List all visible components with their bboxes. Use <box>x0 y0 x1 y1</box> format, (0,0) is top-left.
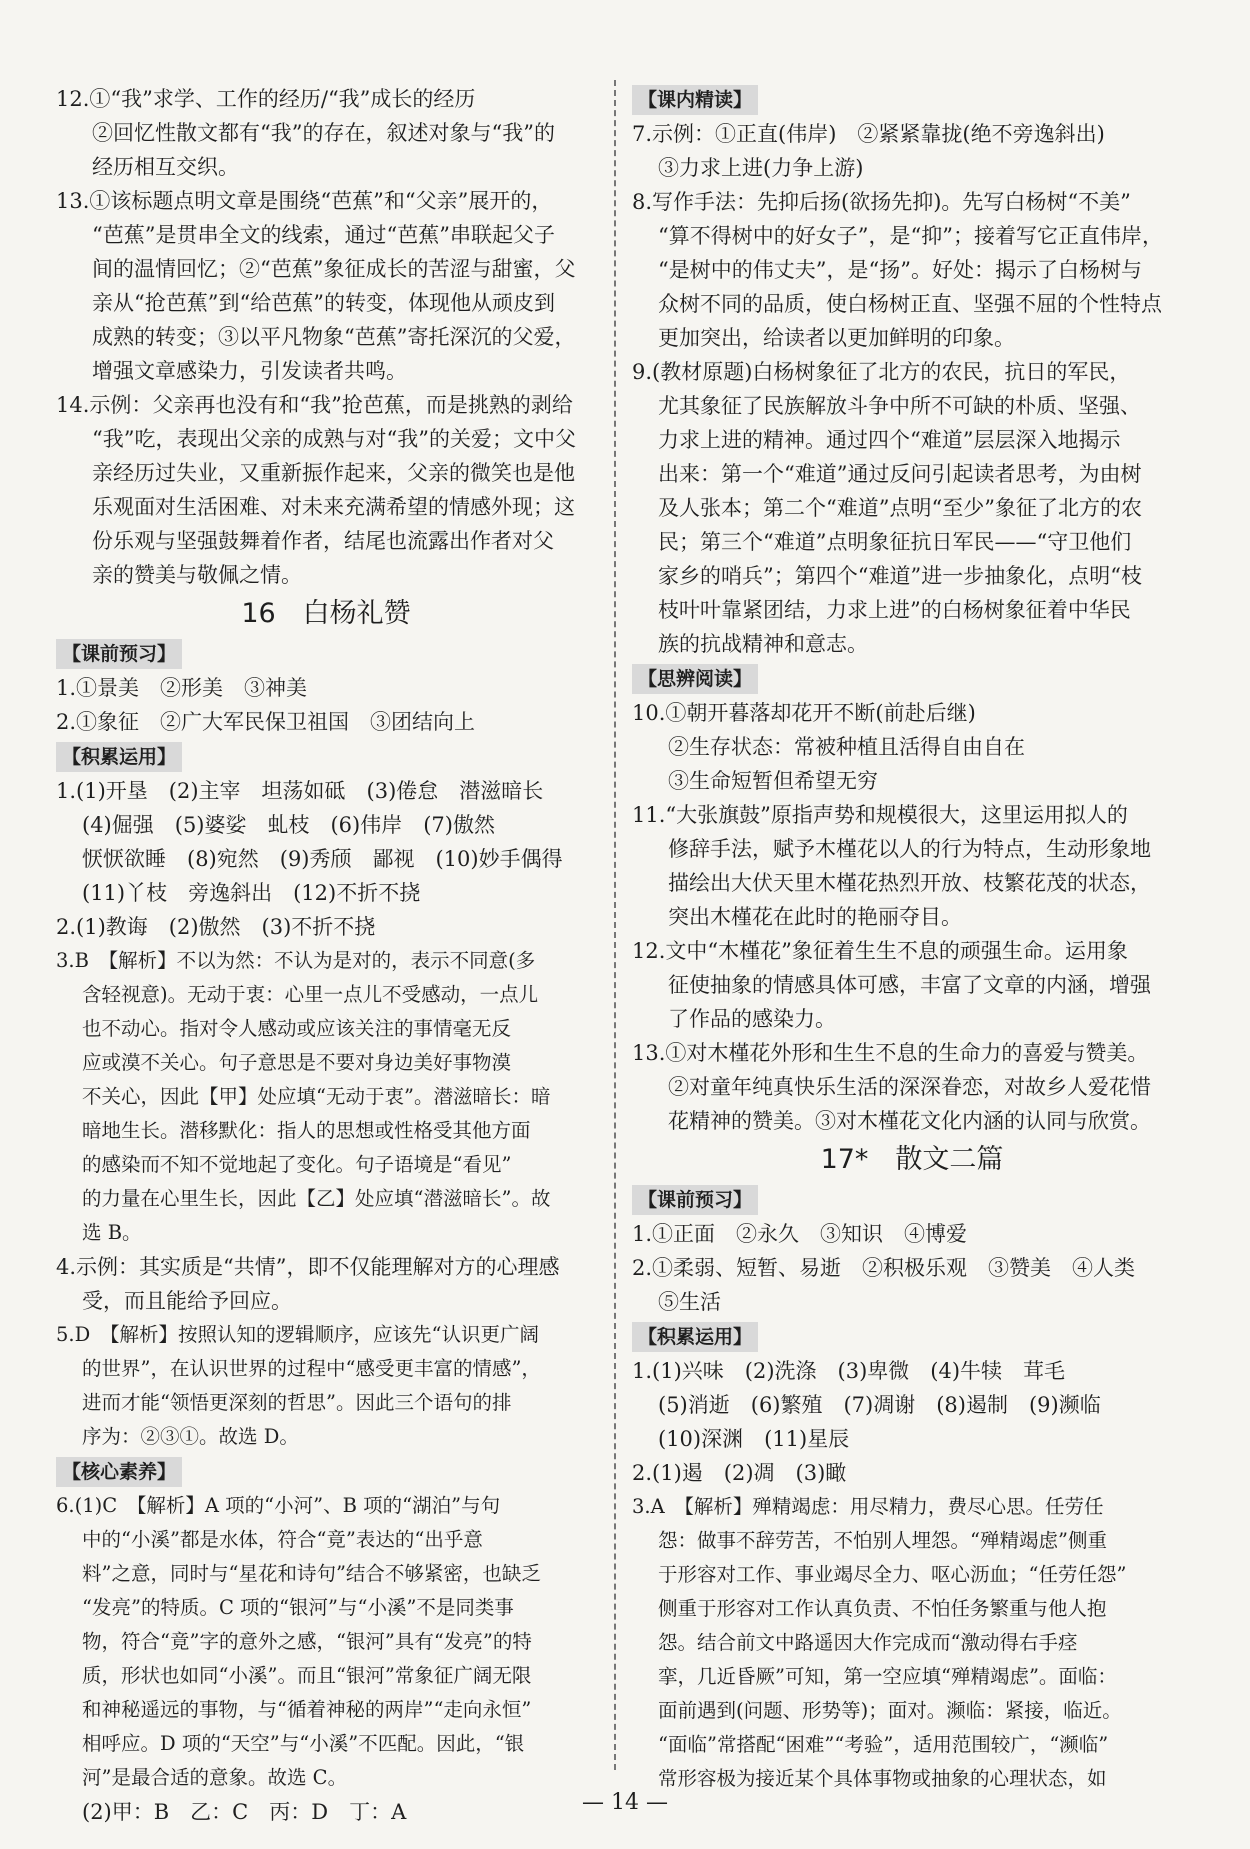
answer-4 <box>56 1250 596 1318</box>
text-line: (10)深渊 (11)星辰 <box>658 1427 850 1451</box>
answer-8 <box>632 185 1192 355</box>
answer-12-right <box>632 934 1192 1036</box>
text-line: 的感染而不知不觉地起了变化。句子语境是“看见” <box>82 1153 512 1176</box>
text-line: 9.(教材原题)白杨树象征了北方的农民，抗日的军民， <box>632 360 1131 384</box>
text-line: 侧重于形容对工作认真负责、不怕任务繁重与他人抱 <box>658 1597 1107 1620</box>
text-line: 2.(1)教诲 (2)傲然 (3)不折不挠 <box>56 915 376 939</box>
section-header-accumulate: 【积累运用】 <box>632 1322 758 1352</box>
text-line: “芭蕉”是贯串全文的线索，通过“芭蕉”串联起父子 <box>92 223 555 247</box>
text-line: 含轻视意)。无动于衷：心里一点儿不受感动，一点儿 <box>82 983 539 1006</box>
text-line: 7.示例：①正直(伟岸) ②紧紧靠拢(绝不旁逸斜出) <box>632 122 1105 146</box>
text-line: 的世界”，在认识世界的过程中“感受更丰富的情感”， <box>82 1357 541 1380</box>
text-line: 成熟的转变；③以平凡物象“芭蕉”寄托深沉的父爱， <box>92 325 576 349</box>
text-line: 2.(1)遏 (2)凋 (3)瞰 <box>632 1461 847 1485</box>
text-line: 4.示例：其实质是“共情”，即不仅能理解对方的心理感 <box>56 1255 560 1279</box>
text-line: 2.①柔弱、短暂、易逝 ②积极乐观 ③赞美 ④人类 <box>632 1256 1136 1280</box>
answer-11 <box>632 798 1192 934</box>
column-divider <box>614 80 616 1770</box>
text-line: 力求上进的精神。通过四个“难道”层层深入地揭示 <box>658 428 1121 452</box>
text-line: 于形容对工作、事业竭尽全力、呕心沥血；“任劳任怨” <box>658 1563 1127 1586</box>
text-line: 6.(1)C 【解析】A 项的“小河”、B 项的“湖泊”与句 <box>56 1494 501 1517</box>
answer-13 <box>56 184 596 388</box>
text-line: 突出木槿花在此时的艳丽夺目。 <box>668 905 962 929</box>
text-line: 应或漠不关心。句子意思是不要对身边美好事物漠 <box>82 1051 512 1074</box>
text-line: 家乡的哨兵”；第四个“难道”进一步抽象化，点明“枝 <box>658 564 1142 588</box>
text-line: 13.①该标题点明文章是围绕“芭蕉”和“父亲”展开的， <box>56 189 553 213</box>
text-line: 的力量在心里生长，因此【乙】处应填“潜滋暗长”。故 <box>82 1187 551 1210</box>
text-line: 也不动心。指对令人感动或应该关注的事情毫无反 <box>82 1017 512 1040</box>
text-line: 1.(1)兴味 (2)洗涤 (3)卑微 (4)牛犊 茸毛 <box>632 1359 1066 1383</box>
text-line: 2.①象征 ②广大军民保卫祖国 ③团结向上 <box>56 710 476 734</box>
section-header-accumulate: 【积累运用】 <box>56 742 182 772</box>
text-line: 14.示例：父亲再也没有和“我”抢芭蕉，而是挑熟的剥给 <box>56 393 573 417</box>
text-line: 怨。结合前文中路遥因大作完成而“激动得右手痉 <box>658 1631 1078 1654</box>
text-line: (5)消逝 (6)繁殖 (7)凋谢 (8)遏制 (9)濒临 <box>658 1393 1101 1417</box>
text-line: 12.文中“木槿花”象征着生生不息的顽强生命。运用象 <box>632 939 1128 963</box>
text-line: (2)甲：B 乙：C 丙：D 丁：A <box>82 1800 407 1824</box>
text-line: “发亮”的特质。C 项的“银河”与“小溪”不是同类事 <box>82 1596 514 1619</box>
text-line: ③力求上进(力争上游) <box>658 156 864 180</box>
text-line: 民；第三个“难道”点明象征抗日军民——“守卫他们 <box>658 530 1132 554</box>
text-line: (4)倔强 (5)婆娑 虬枝 (6)伟岸 (7)傲然 <box>82 813 495 837</box>
answer-12 <box>56 82 596 184</box>
text-line: 不关心，因此【甲】处应填“无动于衷”。潜滋暗长：暗 <box>82 1085 551 1108</box>
text-line: 亲经历过失业，又重新振作起来，父亲的微笑也是他 <box>92 461 575 485</box>
text-line: 挛，几近昏厥”可知，第一空应填“殚精竭虑”。面临： <box>658 1665 1117 1688</box>
text-line: 10.①朝开暮落却花开不断(前赴后继) <box>632 701 976 725</box>
right-column <box>632 82 1192 1796</box>
answer-13-right <box>632 1036 1192 1138</box>
text-line: “我”吃，表现出父亲的成熟与对“我”的关爱；文中父 <box>92 427 576 451</box>
text-line: 修辞手法，赋予木槿花以人的行为特点，生动形象地 <box>668 837 1151 861</box>
text-line: 1.①正面 ②永久 ③知识 ④博爱 <box>632 1222 968 1246</box>
text-line: 质，形状也如同“小溪”。而且“银河”常象征广阔无限 <box>82 1664 532 1687</box>
section-header-core: 【核心素养】 <box>56 1457 182 1487</box>
answer-9 <box>632 355 1192 661</box>
text-line: 1.①景美 ②形美 ③神美 <box>56 676 308 700</box>
text-line: 常形容极为接近某个具体事物或抽象的心理状态，如 <box>658 1767 1107 1790</box>
text-line: 12.①“我”求学、工作的经历/“我”成长的经历 <box>56 87 476 111</box>
text-line: 更加突出，给读者以更加鲜明的印象。 <box>658 326 1015 350</box>
text-line: 面前遇到(问题、形势等)；面对。濒临：紧接，临近。 <box>658 1699 1122 1722</box>
text-line: 间的温情回忆；②“芭蕉”象征成长的苦涩与甜蜜，父 <box>92 257 576 281</box>
text-line: 河”是最合适的意象。故选 C。 <box>82 1766 348 1789</box>
text-line: 11.“大张旗鼓”原指声势和规模很大，这里运用拟人的 <box>632 803 1128 827</box>
text-line: 征使抽象的情感具体可感，丰富了文章的内涵，增强 <box>668 973 1151 997</box>
text-line: ②对童年纯真快乐生活的深深眷恋，对故乡人爱花惜 <box>668 1075 1151 1099</box>
text-line: 族的抗战精神和意志。 <box>658 632 868 656</box>
text-line: 了作品的感染力。 <box>668 1007 836 1031</box>
answer-5 <box>56 1318 596 1454</box>
text-line: 序为：②③①。故选 D。 <box>82 1425 299 1448</box>
left-column <box>56 82 596 1829</box>
text-line: 进而才能“领悟更深刻的哲思”。因此三个语句的排 <box>82 1391 512 1414</box>
text-line: 增强文章感染力，引发读者共鸣。 <box>92 359 407 383</box>
text-line: 出来：第一个“难道”通过反问引起读者思考，为由树 <box>658 462 1142 486</box>
text-line: 怨：做事不辞劳苦，不怕别人埋怨。“殚精竭虑”侧重 <box>658 1529 1107 1552</box>
section-header-inclass: 【课内精读】 <box>632 85 758 115</box>
text-line: 众树不同的品质，使白杨树正直、坚强不屈的个性特点 <box>658 292 1162 316</box>
text-line: 花精神的赞美。③对木槿花文化内涵的认同与欣赏。 <box>668 1109 1151 1133</box>
text-line: 描绘出大伏天里木槿花热烈开放、枝繁花茂的状态， <box>668 871 1151 895</box>
text-line: 经历相互交织。 <box>92 155 239 179</box>
answer-3-right <box>632 1490 1192 1796</box>
text-line: 份乐观与坚强鼓舞着作者，结尾也流露出作者对父 <box>92 529 554 553</box>
page-number: — 14 — <box>582 1790 668 1815</box>
text-line: 3.A 【解析】殚精竭虑：用尽精力，费尽心思。任劳任 <box>632 1495 1104 1518</box>
text-line: 和神秘遥远的事物，与“循着神秘的两岸”“走向永恒” <box>82 1698 532 1721</box>
text-line: 亲的赞美与敬佩之情。 <box>92 563 302 587</box>
text-line: 枝叶叶靠紧团结，力求上进”的白杨树象征着中华民 <box>658 598 1131 622</box>
text-line: 尤其象征了民族解放斗争中所不可缺的朴质、坚强、 <box>658 394 1141 418</box>
lesson-title-16: 16 白杨礼赞 <box>241 598 411 629</box>
text-line: “是树中的伟丈夫”，是“扬”。好处：揭示了白杨树与 <box>658 258 1142 282</box>
text-line: 选 B。 <box>82 1221 142 1244</box>
text-line: “面临”常搭配“困难”“考验”，适用范围较广，“濒临” <box>658 1733 1109 1756</box>
text-line: 13.①对木槿花外形和生生不息的生命力的喜爱与赞美。 <box>632 1041 1149 1065</box>
text-line: “算不得树中的好女子”，是“抑”；接着写它正直伟岸， <box>658 224 1163 248</box>
text-line: 及人张本；第二个“难道”点明“至少”象征了北方的农 <box>658 496 1142 520</box>
text-line: 物，符合“竟”字的意外之感，“银河”具有“发亮”的特 <box>82 1630 532 1653</box>
text-line: 恹恹欲睡 (8)宛然 (9)秀颀 鄙视 (10)妙手偶得 <box>82 847 563 871</box>
text-line: ⑤生活 <box>658 1290 721 1314</box>
text-line: 亲从“抢芭蕉”到“给芭蕉”的转变，体现他从顽皮到 <box>92 291 555 315</box>
text-line: 8.写作手法：先抑后扬(欲扬先抑)。先写白杨树“不美” <box>632 190 1131 214</box>
text-line: (11)丫枝 旁逸斜出 (12)不折不挠 <box>82 881 421 905</box>
text-line: 相呼应。D 项的“天空”与“小溪”不匹配。因此，“银 <box>82 1732 525 1755</box>
text-line: 受，而且能给予回应。 <box>82 1289 292 1313</box>
text-line: ②生存状态：常被种植且活得自由自在 <box>668 735 1025 759</box>
text-line: 乐观面对生活困难、对未来充满希望的情感外现；这 <box>92 495 575 519</box>
answer-6 <box>56 1489 596 1795</box>
text-line: 5.D 【解析】按照认知的逻辑顺序，应该先“认识更广阔 <box>56 1323 539 1346</box>
text-line: 中的“小溪”都是水体，符合“竟”表达的“出乎意 <box>82 1528 483 1551</box>
section-header-preview: 【课前预习】 <box>632 1185 758 1215</box>
text-line: 3.B 【解析】不以为然：不认为是对的，表示不同意(多 <box>56 949 536 972</box>
section-header-preview: 【课前预习】 <box>56 639 182 669</box>
answer-3 <box>56 944 596 1250</box>
text-line: 料”之意，同时与“星花和诗句”结合不够紧密，也缺乏 <box>82 1562 541 1585</box>
section-header-critical: 【思辨阅读】 <box>632 664 758 694</box>
lesson-title-17: 17* 散文二篇 <box>820 1144 1004 1175</box>
text-line: 1.(1)开垦 (2)主宰 坦荡如砥 (3)倦怠 潜滋暗长 <box>56 779 544 803</box>
text-line: ③生命短暂但希望无穷 <box>668 769 878 793</box>
answer-14 <box>56 388 596 592</box>
text-line: 暗地生长。潜移默化：指人的思想或性格受其他方面 <box>82 1119 531 1142</box>
text-line: ②回忆性散文都有“我”的存在，叙述对象与“我”的 <box>92 121 555 145</box>
